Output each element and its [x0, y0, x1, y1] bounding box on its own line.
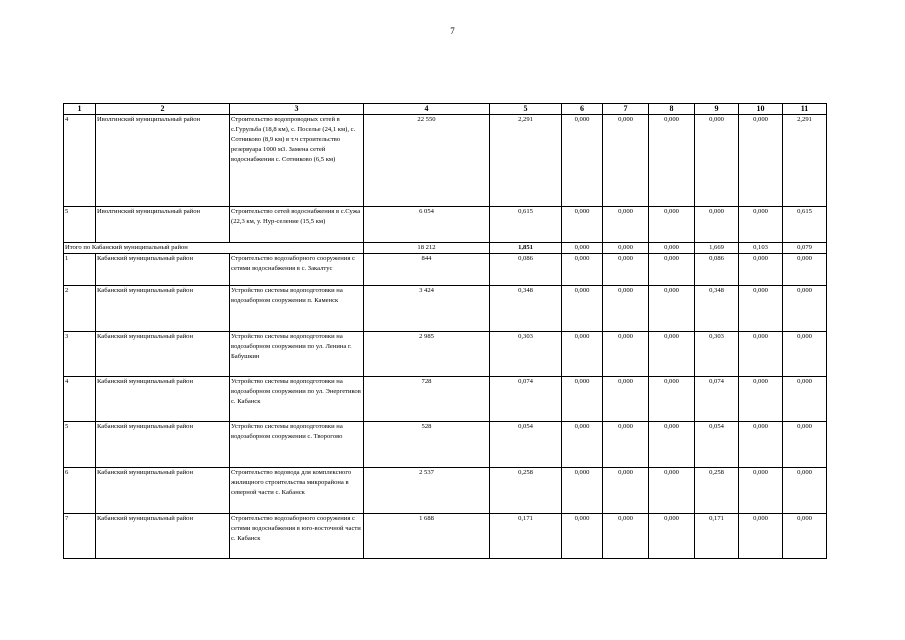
column-header: 7 — [603, 104, 649, 115]
description-cell: Устройство системы водоподготовки на водозаборном сооружении с. Творогово — [230, 422, 364, 468]
value-cell: 0,000 — [739, 207, 783, 243]
value-cell: 1 688 — [364, 514, 490, 559]
table-row — [64, 514, 827, 559]
district-cell: Иволгинский муниципальный район — [96, 115, 230, 207]
table-row — [64, 468, 827, 514]
district-cell: Кабанский муниципальный район — [96, 468, 230, 514]
data-table — [63, 103, 827, 559]
row-number: 6 — [64, 468, 96, 514]
value-cell: 0,000 — [603, 286, 649, 332]
value-cell: 0,000 — [783, 286, 827, 332]
value-cell: 0,000 — [649, 243, 695, 254]
value-cell: 0,086 — [695, 254, 739, 286]
district-cell: Иволгинский муниципальный район — [96, 207, 230, 243]
header-row — [64, 104, 827, 115]
total-label: Итого по Кабанский муниципальный район — [64, 243, 364, 254]
value-cell: 0,000 — [562, 422, 603, 468]
district-cell: Кабанский муниципальный район — [96, 377, 230, 422]
value-cell: 0,054 — [695, 422, 739, 468]
value-cell: 0,079 — [783, 243, 827, 254]
column-header: 2 — [96, 104, 230, 115]
page-number: 7 — [450, 26, 455, 36]
value-cell: 0,000 — [783, 377, 827, 422]
value-cell: 0,000 — [739, 286, 783, 332]
value-cell: 0,171 — [490, 514, 562, 559]
table-row — [64, 254, 827, 286]
value-cell: 0,258 — [695, 468, 739, 514]
value-cell: 0,000 — [783, 468, 827, 514]
district-cell: Кабанский муниципальный район — [96, 254, 230, 286]
value-cell: 2,291 — [783, 115, 827, 207]
value-cell: 0,000 — [649, 254, 695, 286]
description-cell: Строительство водовода для комплексного жилищного строительства микрорайона в северной части с. Кабанск — [230, 468, 364, 514]
table-row — [64, 207, 827, 243]
value-cell: 0,000 — [603, 254, 649, 286]
value-cell: 18 212 — [364, 243, 490, 254]
value-cell: 0,615 — [490, 207, 562, 243]
column-header: 11 — [783, 104, 827, 115]
description-cell: Строительство водозаборного сооружения с сетями водоснабжения в с. Закалтус — [230, 254, 364, 286]
column-header: 4 — [364, 104, 490, 115]
value-cell: 844 — [364, 254, 490, 286]
value-cell: 0,303 — [490, 332, 562, 377]
value-cell: 0,000 — [783, 254, 827, 286]
value-cell: 0,000 — [603, 243, 649, 254]
value-cell: 728 — [364, 377, 490, 422]
value-cell: 0,000 — [695, 207, 739, 243]
row-number: 4 — [64, 115, 96, 207]
value-cell: 0,000 — [649, 514, 695, 559]
table-row — [64, 377, 827, 422]
value-cell: 0,000 — [603, 422, 649, 468]
row-number: 2 — [64, 286, 96, 332]
value-cell: 2,291 — [490, 115, 562, 207]
row-number: 7 — [64, 514, 96, 559]
value-cell: 0,615 — [783, 207, 827, 243]
value-cell: 0,000 — [783, 332, 827, 377]
value-cell: 0,000 — [562, 377, 603, 422]
value-cell: 528 — [364, 422, 490, 468]
value-cell: 0,000 — [739, 332, 783, 377]
value-cell: 0,000 — [603, 377, 649, 422]
value-cell: 0,000 — [649, 332, 695, 377]
district-cell: Кабанский муниципальный район — [96, 422, 230, 468]
table-row — [64, 115, 827, 207]
value-cell: 2 985 — [364, 332, 490, 377]
value-cell: 0,348 — [490, 286, 562, 332]
value-cell: 1,669 — [695, 243, 739, 254]
value-cell: 0,000 — [649, 377, 695, 422]
value-cell: 0,000 — [603, 332, 649, 377]
description-cell: Строительство водопроводных сетей в с.Гурульба (18,8 км), с. Поселье (24,1 км), с. Сотниково (8,9 км) в т.ч строительство резервуара 1000 м3. Замена сетей водоснабжения с. Сотниково (6,5 км) — [230, 115, 364, 207]
row-number: 3 — [64, 332, 96, 377]
column-header: 9 — [695, 104, 739, 115]
value-cell: 3 424 — [364, 286, 490, 332]
value-cell: 0,000 — [603, 514, 649, 559]
value-cell: 0,000 — [603, 207, 649, 243]
total-row — [64, 243, 827, 254]
value-cell: 0,000 — [739, 514, 783, 559]
value-cell: 0,000 — [603, 115, 649, 207]
table-row — [64, 332, 827, 377]
row-number: 5 — [64, 422, 96, 468]
value-cell: 0,000 — [739, 115, 783, 207]
value-cell: 22 550 — [364, 115, 490, 207]
district-cell: Кабанский муниципальный район — [96, 332, 230, 377]
column-header: 1 — [64, 104, 96, 115]
value-cell: 0,000 — [562, 115, 603, 207]
value-cell: 1,851 — [490, 243, 562, 254]
value-cell: 0,000 — [739, 377, 783, 422]
value-cell: 0,000 — [649, 468, 695, 514]
district-cell: Кабанский муниципальный район — [96, 286, 230, 332]
value-cell: 0,000 — [562, 332, 603, 377]
value-cell: 0,000 — [649, 115, 695, 207]
description-cell: Строительство сетей водоснабжения в с.Сужа (22,3 км, у. Нур-селение (15,5 км) — [230, 207, 364, 243]
value-cell: 0,258 — [490, 468, 562, 514]
value-cell: 0,000 — [562, 514, 603, 559]
value-cell: 0,000 — [562, 243, 603, 254]
row-number: 5 — [64, 207, 96, 243]
value-cell: 0,000 — [562, 207, 603, 243]
value-cell: 0,000 — [739, 468, 783, 514]
value-cell: 0,054 — [490, 422, 562, 468]
column-header: 5 — [490, 104, 562, 115]
column-header: 8 — [649, 104, 695, 115]
row-number: 4 — [64, 377, 96, 422]
table-row — [64, 422, 827, 468]
value-cell: 6 054 — [364, 207, 490, 243]
column-header: 6 — [562, 104, 603, 115]
description-cell: Устройство системы водоподготовки на водозаборном сооружении п. Каменск — [230, 286, 364, 332]
district-cell: Кабанский муниципальный район — [96, 514, 230, 559]
value-cell: 2 537 — [364, 468, 490, 514]
value-cell: 0,000 — [562, 286, 603, 332]
row-number: 1 — [64, 254, 96, 286]
value-cell: 0,000 — [783, 422, 827, 468]
description-cell: Устройство системы водоподготовки на водозаборном сооружении по ул. Ленина г. Бабушкин — [230, 332, 364, 377]
value-cell: 0,000 — [562, 468, 603, 514]
value-cell: 0,086 — [490, 254, 562, 286]
value-cell: 0,074 — [490, 377, 562, 422]
value-cell: 0,000 — [603, 468, 649, 514]
table-row — [64, 286, 827, 332]
value-cell: 0,171 — [695, 514, 739, 559]
value-cell: 0,000 — [562, 254, 603, 286]
value-cell: 0,000 — [649, 286, 695, 332]
value-cell: 0,348 — [695, 286, 739, 332]
value-cell: 0,000 — [739, 422, 783, 468]
value-cell: 0,000 — [783, 514, 827, 559]
column-header: 3 — [230, 104, 364, 115]
value-cell: 0,000 — [649, 422, 695, 468]
description-cell: Строительство водозаборного сооружения с сетями водоснабжения в юго-восточной части с. Кабанск — [230, 514, 364, 559]
value-cell: 0,303 — [695, 332, 739, 377]
description-cell: Устройство системы водоподготовки на водозаборном сооружении по ул. Энергетиков с. Кабанск — [230, 377, 364, 422]
value-cell: 0,074 — [695, 377, 739, 422]
value-cell: 0,000 — [695, 115, 739, 207]
value-cell: 0,000 — [649, 207, 695, 243]
value-cell: 0,103 — [739, 243, 783, 254]
column-header: 10 — [739, 104, 783, 115]
value-cell: 0,000 — [739, 254, 783, 286]
